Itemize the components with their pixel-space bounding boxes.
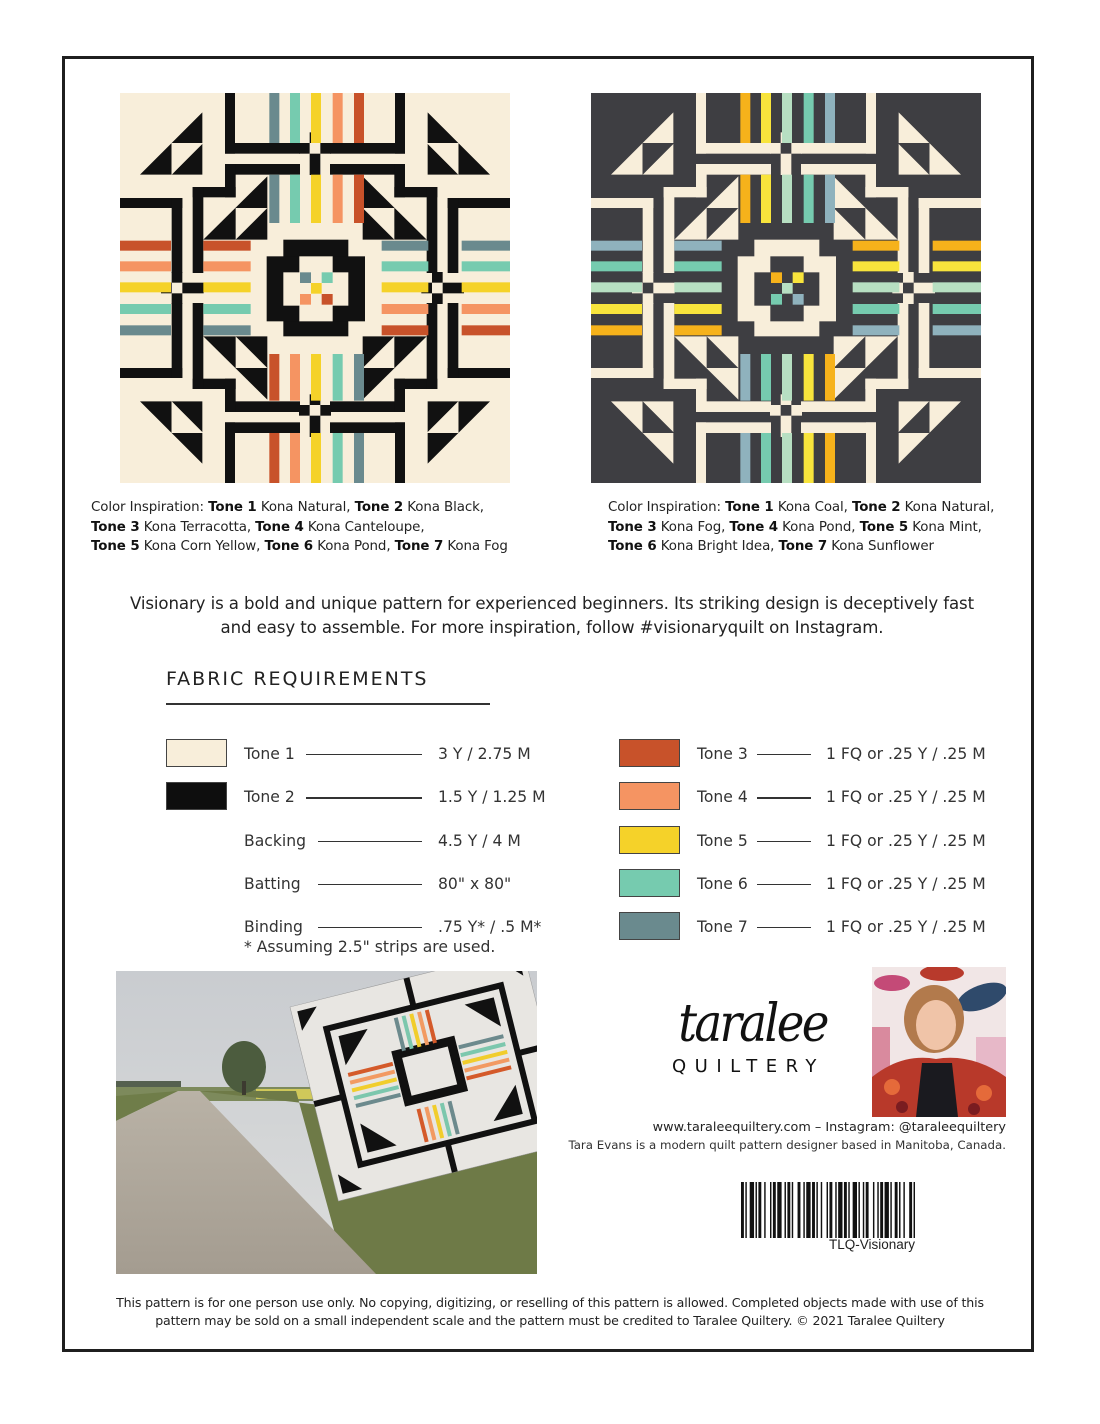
requirement-value: 3 Y / 2.75 M xyxy=(438,745,531,763)
leader-line xyxy=(318,927,422,928)
leader-line xyxy=(757,797,811,798)
leader-line xyxy=(757,927,811,928)
barcode-label: TLQ-Visionary xyxy=(828,1237,916,1252)
requirement-label: Tone 2 xyxy=(244,788,295,807)
pattern-description xyxy=(90,592,1014,640)
swatch-tone-2 xyxy=(166,782,227,810)
contact-info: www.taraleequiltery.com – Instagram: @taraleequiltery xyxy=(652,1120,1006,1135)
logo-script-text: taralee xyxy=(678,994,827,1054)
requirement-label: Tone 7 xyxy=(697,918,748,937)
barcode xyxy=(741,1182,1003,1238)
leader-line xyxy=(757,841,811,842)
requirement-label: Backing xyxy=(244,831,306,850)
swatch-tone-5 xyxy=(619,826,680,854)
requirement-value: .75 Y* / .5 M* xyxy=(438,918,542,937)
leader-line xyxy=(306,754,422,755)
swatch-tone-4 xyxy=(619,782,680,810)
requirement-label: Tone 4 xyxy=(697,788,748,807)
logo-wordmark: QUILTERY xyxy=(672,1056,825,1077)
leader-line xyxy=(306,797,422,798)
description-line-1: Visionary is a bold and unique pattern for experienced beginners. Its striking design is deceptively fast xyxy=(129,594,975,613)
leader-line xyxy=(318,884,422,885)
swatch-tone-3 xyxy=(619,739,680,767)
requirement-value: 1 FQ or .25 Y / .25 M xyxy=(826,788,986,807)
requirement-label: Tone 1 xyxy=(244,745,295,763)
requirement-label: Batting xyxy=(244,874,301,893)
requirement-value: 80" x 80" xyxy=(438,874,512,893)
swatch-tone-7 xyxy=(619,912,680,940)
requirement-label: Tone 5 xyxy=(697,831,748,850)
copyright-line-2: pattern may be sold on a small independent scale and the pattern must be credited to Taralee Quiltery. © 2021 Taralee Quiltery xyxy=(155,1312,945,1328)
designer-portrait xyxy=(872,967,1006,1117)
color-inspiration-caption-dark: Color Inspiration: Tone 1 Kona Coal, Tone 2 Kona Natural, Tone 3 Kona Fog, Tone 4 Kona Pond, Tone 5 Kona Mint, Tone 6 Kona Bright Idea, Tone 7 Kona Sunflower xyxy=(608,500,995,554)
quilt-illustration-light xyxy=(120,93,510,483)
leader-line xyxy=(318,841,422,842)
description-line-2: and easy to assemble. For more inspiration, follow #visionaryquilt on Instagram. xyxy=(220,618,884,637)
designer-bio: Tara Evans is a modern quilt pattern designer based in Manitoba, Canada. xyxy=(568,1138,1006,1152)
requirement-label: Tone 6 xyxy=(697,874,748,893)
leader-line xyxy=(757,754,811,755)
color-inspiration-caption-light: Color Inspiration: Tone 1 Kona Natural, Tone 2 Kona Black, Tone 3 Kona Terracotta, Tone 4 Kona Canteloupe, Tone 5 Kona Corn Yellow, Tone 6 Kona Pond, Tone 7 Kona Fog xyxy=(91,500,508,554)
requirement-value: 1.5 Y / 1.25 M xyxy=(438,788,546,807)
taralee-quiltery-logo xyxy=(660,994,850,1080)
binding-footnote: * Assuming 2.5" strips are used. xyxy=(244,938,496,956)
requirement-label: Binding xyxy=(244,918,303,937)
copyright-line-1: This pattern is for one person use only. No copying, digitizing, or reselling of this pattern is allowed. Completed objects made with use of this xyxy=(116,1295,984,1310)
fabric-requirements-heading: FABRIC REQUIREMENTS xyxy=(166,668,429,690)
requirement-value: 1 FQ or .25 Y / .25 M xyxy=(826,874,986,893)
quilt-illustration-dark xyxy=(591,93,981,483)
requirement-value: 4.5 Y / 4 M xyxy=(438,831,521,850)
requirement-value: 1 FQ or .25 Y / .25 M xyxy=(826,918,986,937)
copyright-notice xyxy=(90,1294,1010,1329)
requirement-label: Tone 3 xyxy=(697,745,748,763)
swatch-tone-6 xyxy=(619,869,680,897)
requirement-value: 1 FQ or .25 Y / .25 M xyxy=(826,745,986,763)
swatch-tone-1 xyxy=(166,739,227,767)
leader-line xyxy=(757,884,811,885)
requirement-value: 1 FQ or .25 Y / .25 M xyxy=(826,831,986,850)
quilt-photo xyxy=(116,971,537,1274)
heading-divider xyxy=(166,703,490,705)
